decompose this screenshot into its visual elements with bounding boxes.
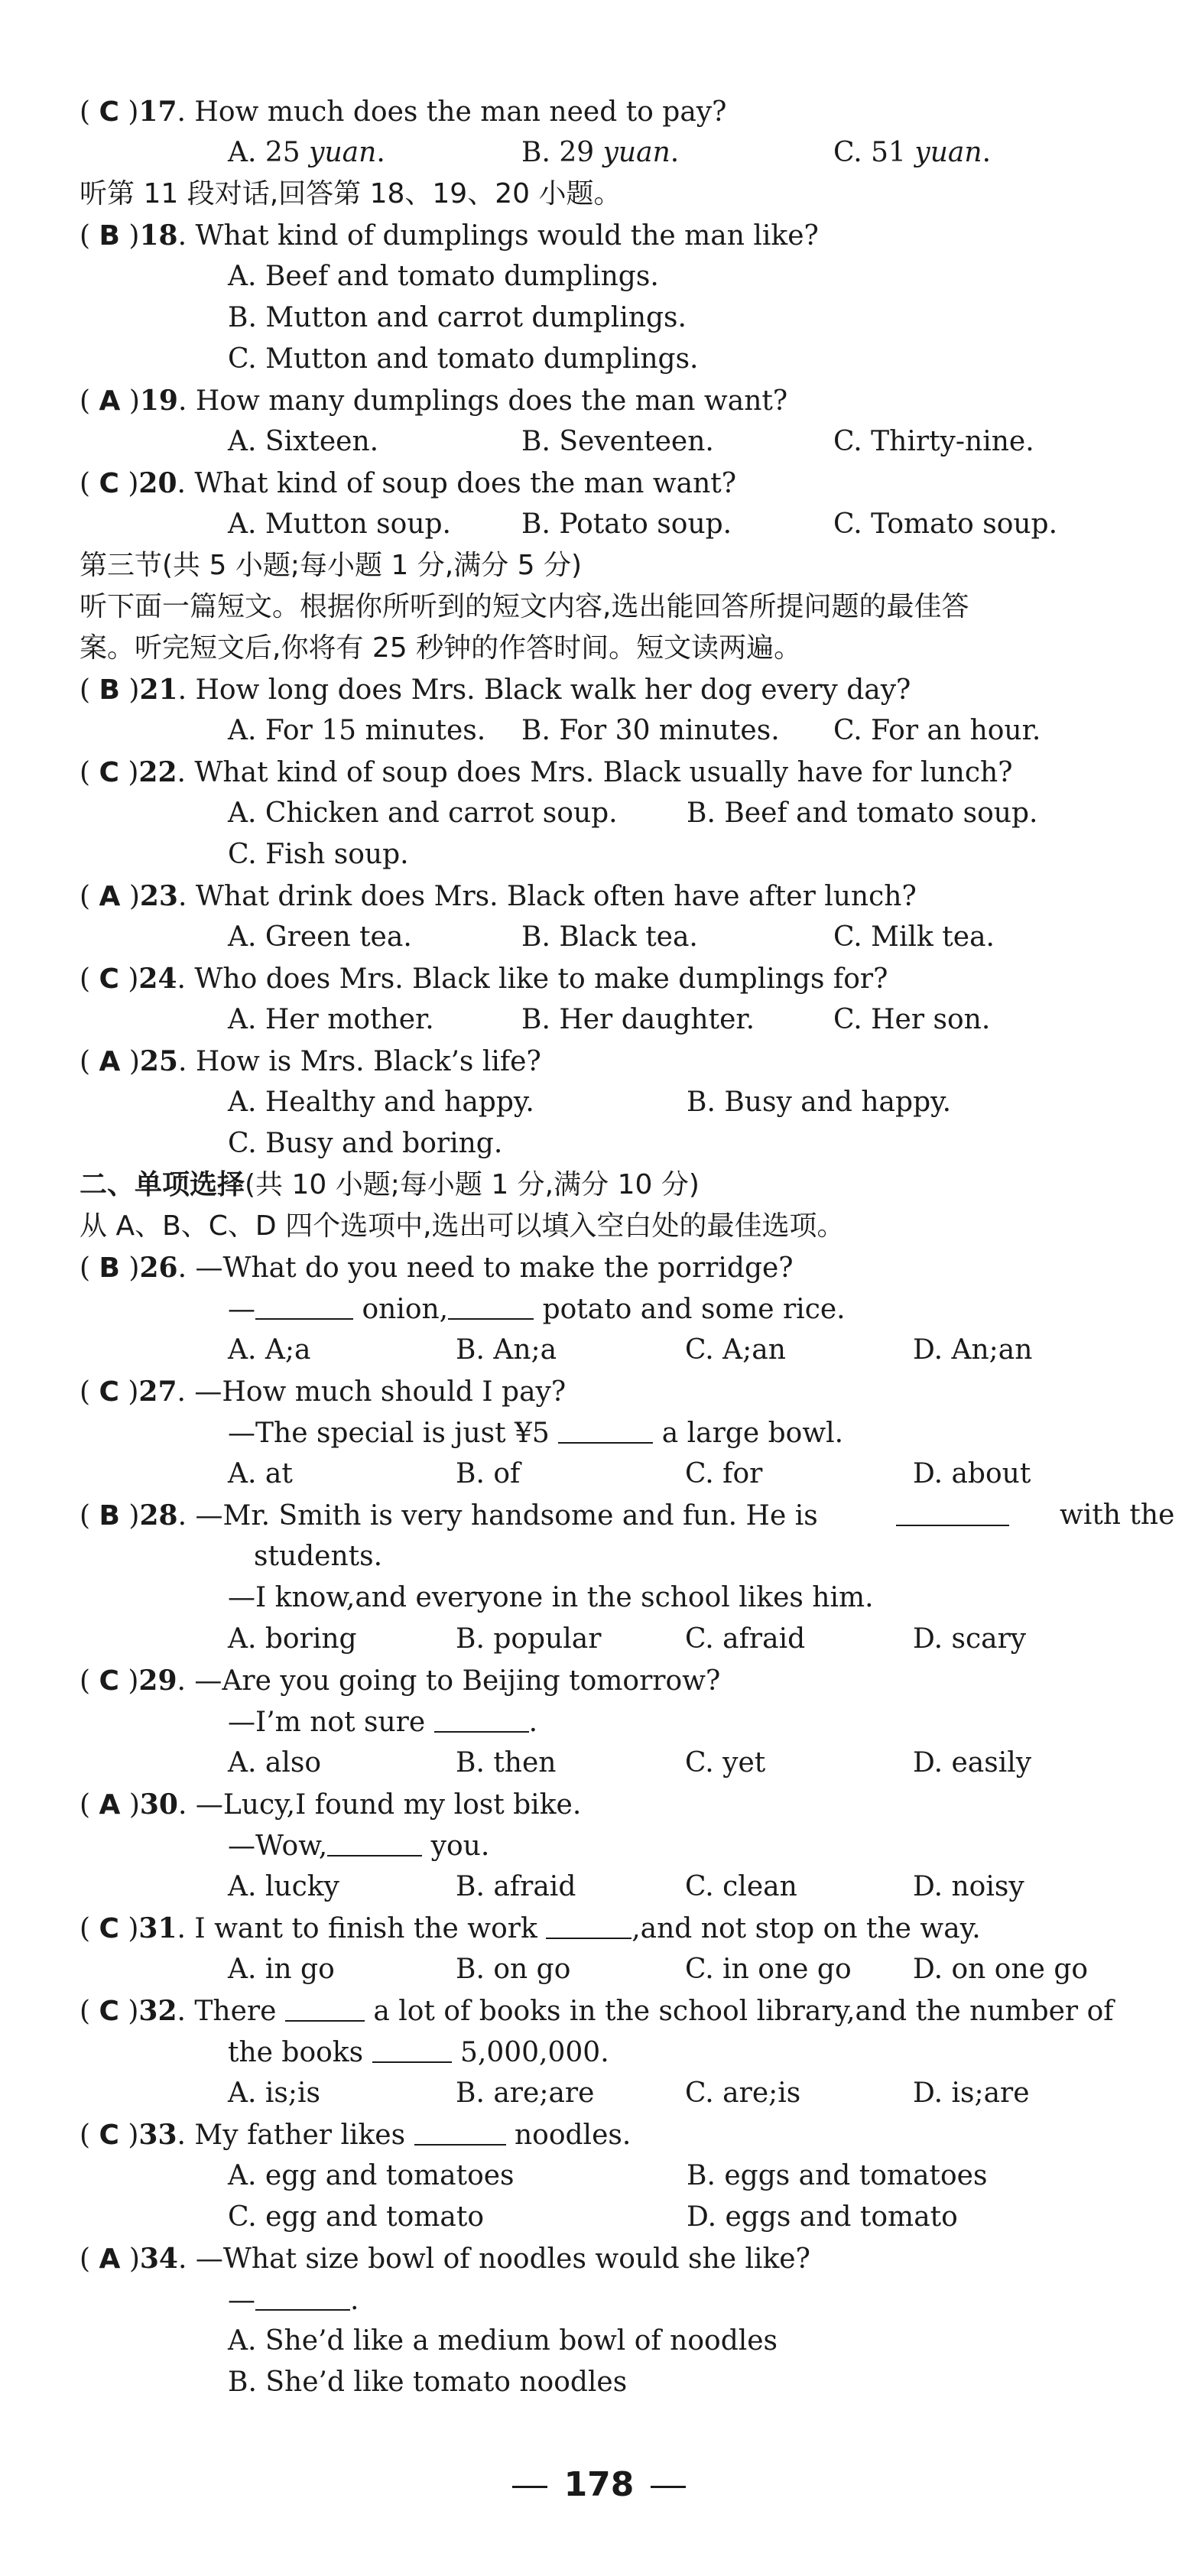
option-17b: B. 29 yuan. [521, 137, 680, 168]
blank [448, 1295, 534, 1320]
option-19b: B. Seventeen. [521, 426, 714, 457]
option-22a: A. Chicken and carrot soup. [228, 797, 618, 829]
option-32d: D. is;are [913, 2077, 1030, 2109]
question-28-stem-end: with the [1060, 1499, 1175, 1531]
option-27a: A. at [228, 1458, 293, 1489]
option-30c: C. clean [685, 1871, 797, 1902]
section-3-instruction-2: 案。听完短文后,你将有 25 秒钟的作答时间。短文读两遍。 [80, 632, 802, 664]
answer-17: C [99, 96, 119, 128]
option-31c: C. in one go [685, 1954, 852, 1985]
option-30b: B. afraid [456, 1871, 576, 1902]
question-26-line-2: — onion, potato and some rice. [228, 1294, 846, 1325]
option-28c: C. afraid [685, 1623, 806, 1655]
blank [255, 2286, 350, 2311]
option-23a: A. Green tea. [228, 921, 412, 953]
option-18b: B. Mutton and carrot dumplings. [228, 302, 687, 333]
option-19a: A. Sixteen. [228, 426, 379, 457]
option-27d: D. about [913, 1458, 1031, 1489]
question-33: ( C )33. My father likes noodles. [80, 2119, 631, 2151]
question-34: ( A )34. —What size bowl of noodles would she like? [80, 2243, 810, 2275]
option-28a: A. boring [228, 1623, 357, 1655]
option-27c: C. for [685, 1458, 763, 1489]
option-18c: C. Mutton and tomato dumplings. [228, 343, 699, 375]
option-33a: A. egg and tomatoes [228, 2160, 515, 2191]
section-3-instruction-1: 听下面一篇短文。根据你所听到的短文内容,选出能回答所提问题的最佳答 [80, 591, 969, 622]
option-34a: A. She’d like a medium bowl of noodles [228, 2325, 778, 2357]
option-20a: A. Mutton soup. [228, 508, 451, 540]
option-24b: B. Her daughter. [521, 1004, 755, 1035]
question-32: ( C )32. There a lot of books in the school library,and the number of [80, 1995, 1114, 2027]
blank [414, 2121, 506, 2146]
dialog-11-instruction: 听第 11 段对话,回答第 18、19、20 小题。 [80, 178, 622, 210]
question-28-line-3: —I know,and everyone in the school likes him. [228, 1582, 874, 1613]
option-29c: C. yet [685, 1747, 766, 1779]
question-30-line-2: —Wow, you. [228, 1830, 490, 1862]
question-27: ( C )27. —How much should I pay? [80, 1376, 567, 1408]
footer-dash-right [651, 2486, 686, 2488]
option-25a: A. Healthy and happy. [228, 1087, 534, 1118]
question-20: ( C )20. What kind of soup does the man want? [80, 467, 737, 499]
option-32b: B. are;are [456, 2077, 595, 2109]
page-footer [0, 2465, 1198, 2504]
option-22b: B. Beef and tomato soup. [687, 797, 1038, 829]
blank [285, 1997, 365, 2022]
question-23: ( A )23. What drink does Mrs. Black often have after lunch? [80, 880, 917, 912]
question-31: ( C )31. I want to finish the work ,and not stop on the way. [80, 1912, 981, 1944]
option-20c: C. Tomato soup. [833, 508, 1058, 540]
option-24c: C. Her son. [833, 1004, 991, 1035]
blank [896, 1502, 1009, 1526]
option-21a: A. For 15 minutes. [228, 715, 486, 746]
option-17a: A. 25 yuan. [228, 137, 385, 168]
option-26d: D. An;an [913, 1334, 1033, 1366]
option-29a: A. also [228, 1747, 322, 1779]
option-32c: C. are;is [685, 2077, 801, 2109]
option-23c: C. Milk tea. [833, 921, 995, 953]
question-18: ( B )18. What kind of dumplings would the man like? [80, 219, 819, 252]
option-33d: D. eggs and tomato [687, 2201, 958, 2233]
option-25b: B. Busy and happy. [687, 1087, 952, 1118]
question-34-line-2: — . [228, 2285, 359, 2316]
option-28d: D. scary [913, 1623, 1027, 1655]
part-2-title: 二、单项选择(共 10 小题;每小题 1 分,满分 10 分) [80, 1169, 700, 1200]
option-29d: D. easily [913, 1747, 1032, 1779]
question-29-line-2: —I’m not sure . [228, 1707, 538, 1738]
option-27b: B. of [456, 1458, 521, 1489]
option-33b: B. eggs and tomatoes [687, 2160, 988, 2191]
option-20b: B. Potato soup. [521, 508, 732, 540]
question-24: ( C )24. Who does Mrs. Black like to make dumplings for? [80, 963, 888, 995]
option-17c: C. 51 yuan. [833, 137, 992, 168]
question-29: ( C )29. —Are you going to Beijing tomorrow? [80, 1665, 721, 1697]
option-21c: C. For an hour. [833, 715, 1041, 746]
option-24a: A. Her mother. [228, 1004, 434, 1035]
question-19: ( A )19. How many dumplings does the man want? [80, 385, 788, 417]
option-22c: C. Fish soup. [228, 839, 409, 870]
blank [558, 1419, 653, 1444]
blank [434, 1708, 529, 1733]
part-2-instruction: 从 A、B、C、D 四个选项中,选出可以填入空白处的最佳选项。 [80, 1210, 845, 1242]
option-34b: B. She’d like tomato noodles [228, 2366, 628, 2398]
option-31d: D. on one go [913, 1954, 1089, 1985]
question-30: ( A )30. —Lucy,I found my lost bike. [80, 1788, 582, 1821]
option-26b: B. An;a [456, 1334, 557, 1366]
question-25: ( A )25. How is Mrs. Black’s life? [80, 1045, 541, 1077]
question-28: ( B )28. —Mr. Smith is very handsome and fun. He is [80, 1499, 818, 1532]
question-21: ( B )21. How long does Mrs. Black walk her dog every day? [80, 674, 911, 706]
question-32-line-2: the books 5,000,000. [228, 2037, 609, 2068]
option-25c: C. Busy and boring. [228, 1128, 503, 1159]
question-17: ( C )17. How much does the man need to pay? [80, 96, 727, 128]
option-28b: B. popular [456, 1623, 602, 1655]
option-18a: A. Beef and tomato dumplings. [228, 261, 659, 292]
option-26c: C. A;an [685, 1334, 786, 1366]
blank [372, 2038, 452, 2063]
option-26a: A. A;a [228, 1334, 311, 1366]
section-3-title: 第三节(共 5 小题;每小题 1 分,满分 5 分) [80, 550, 583, 581]
question-22: ( C )22. What kind of soup does Mrs. Black usually have for lunch? [80, 756, 1013, 788]
option-30a: A. lucky [228, 1871, 339, 1902]
question-26: ( B )26. —What do you need to make the porridge? [80, 1252, 794, 1284]
question-27-line-2: —The special is just ¥5 a large bowl. [228, 1418, 844, 1449]
option-33c: C. egg and tomato [228, 2201, 485, 2233]
blank [546, 1915, 631, 1939]
option-31a: A. in go [228, 1954, 335, 1985]
option-19c: C. Thirty-nine. [833, 426, 1034, 457]
option-29b: B. then [456, 1747, 557, 1779]
blank [327, 1832, 422, 1856]
option-32a: A. is;is [228, 2077, 320, 2109]
option-31b: B. on go [456, 1954, 571, 1985]
option-30d: D. noisy [913, 1871, 1024, 1902]
question-28-line-2: students. [254, 1541, 383, 1572]
blank [255, 1295, 353, 1320]
footer-dash-left [512, 2486, 547, 2488]
option-23b: B. Black tea. [521, 921, 698, 953]
option-21b: B. For 30 minutes. [521, 715, 780, 746]
page-number: 178 [563, 2465, 635, 2504]
